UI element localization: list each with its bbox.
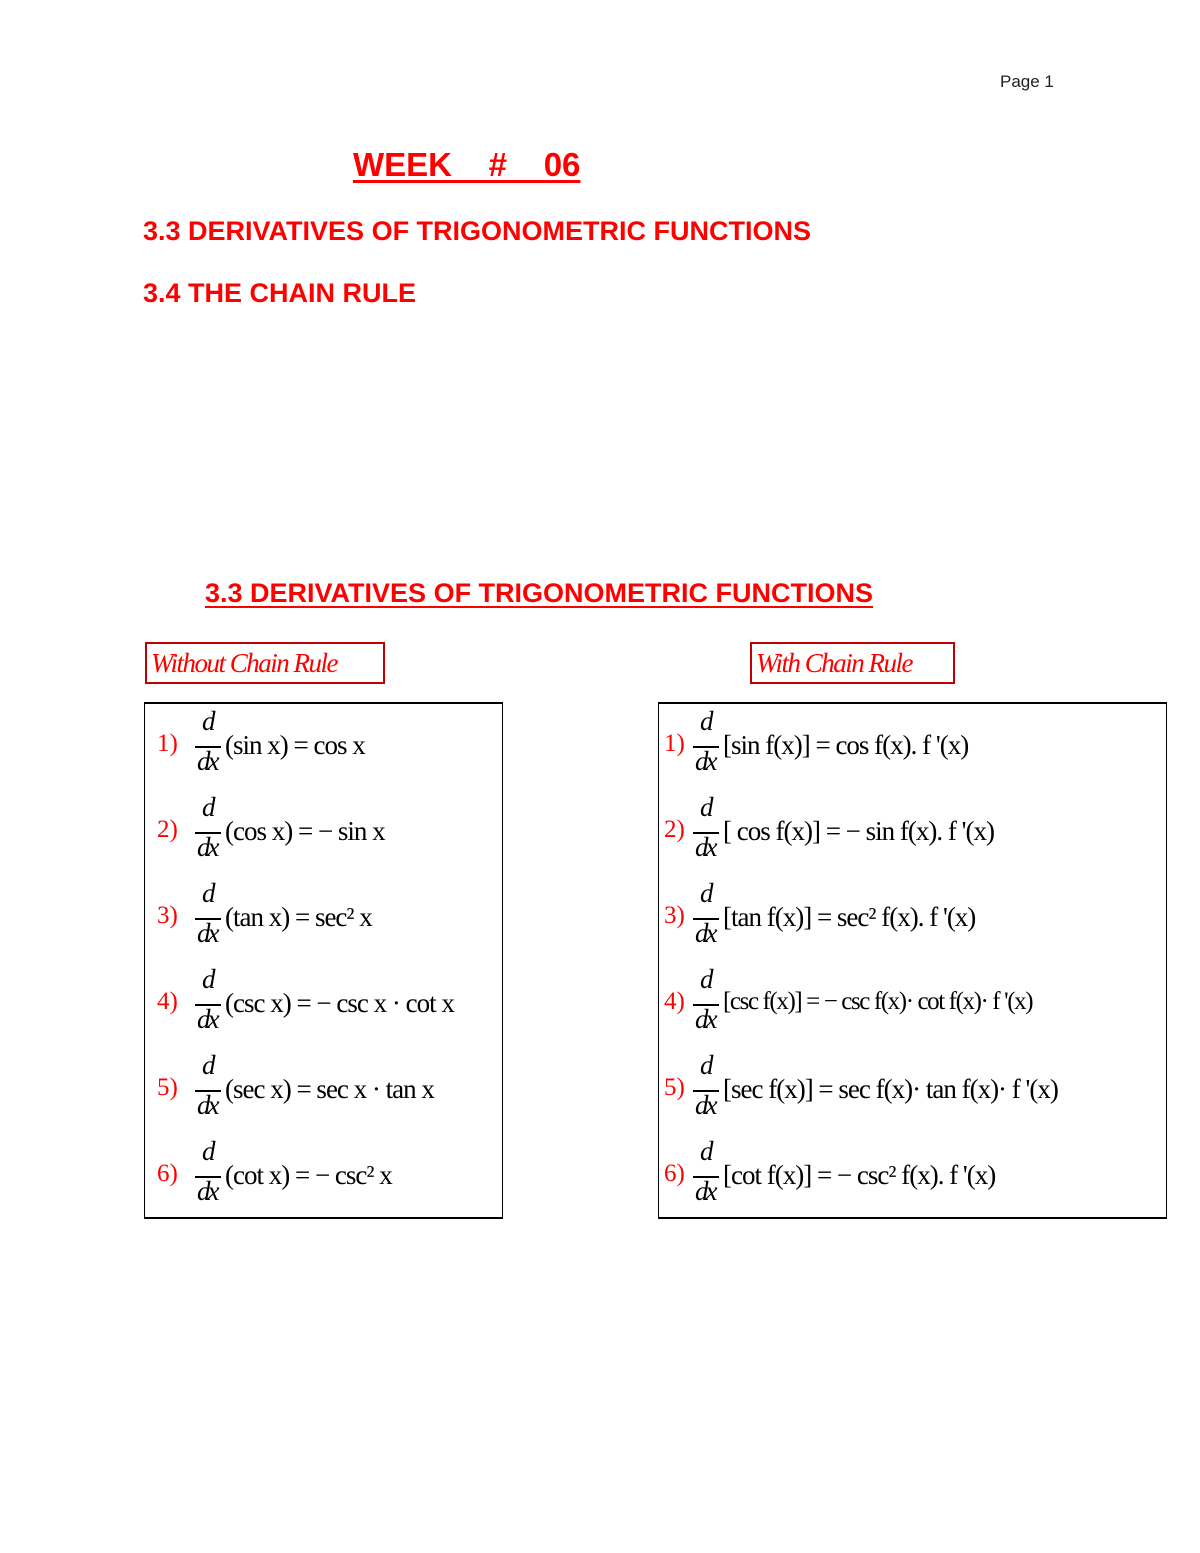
- with-chain-rule-label: With Chain Rule: [750, 642, 955, 684]
- formula-row: [659, 790, 1166, 876]
- derivative-operator: d dx: [193, 1050, 221, 1132]
- formula-row: [145, 962, 502, 1048]
- formula-expression: (cos x) = − sin x: [225, 816, 385, 846]
- formula-expression: [sec f(x)] = sec f(x)· tan f(x)· f '(x): [723, 1074, 1058, 1104]
- formula-row: [659, 876, 1166, 962]
- formula-expression: (sin x) = cos x: [225, 730, 365, 760]
- heading-chain-rule: 3.4 THE CHAIN RULE: [143, 278, 417, 308]
- formula-number: 2): [664, 816, 685, 843]
- derivative-operator: d dx: [193, 1136, 221, 1218]
- without-chain-rule-table: [144, 702, 503, 1219]
- formula-number: 2): [157, 816, 178, 843]
- formula-expression: (csc x) = − csc x · cot x: [225, 988, 454, 1018]
- without-chain-rule-label: Without Chain Rule: [145, 642, 385, 684]
- formula-number: 6): [664, 1160, 685, 1187]
- derivative-operator: d dx: [193, 878, 221, 960]
- section-title: 3.3 DERIVATIVES OF TRIGONOMETRIC FUNCTIONS: [205, 578, 874, 608]
- formula-row: [659, 1134, 1166, 1220]
- formula-number: 4): [664, 988, 685, 1015]
- derivative-operator: d dx: [691, 878, 719, 960]
- formula-number: 4): [157, 988, 178, 1015]
- derivative-operator: d dx: [193, 792, 221, 874]
- derivative-operator: d dx: [691, 1050, 719, 1132]
- formula-row: [659, 1048, 1166, 1134]
- formula-row: [145, 876, 502, 962]
- formula-row: [659, 962, 1166, 1048]
- formula-number: 1): [664, 730, 685, 757]
- week-title: WEEK # 06: [353, 146, 581, 183]
- formula-expression: [ cos f(x)] = − sin f(x). f '(x): [723, 816, 994, 846]
- formula-expression: (tan x) = sec² x: [225, 902, 372, 932]
- derivative-operator: d dx: [691, 964, 719, 1046]
- formula-number: 6): [157, 1160, 178, 1187]
- derivative-operator: d dx: [691, 706, 719, 788]
- formula-row: [145, 1134, 502, 1220]
- formula-expression: (sec x) = sec x · tan x: [225, 1074, 434, 1104]
- formula-expression: [cot f(x)] = − csc² f(x). f '(x): [723, 1160, 996, 1190]
- formula-number: 3): [157, 902, 178, 929]
- formula-row: [145, 790, 502, 876]
- derivative-operator: d dx: [691, 792, 719, 874]
- formula-expression: [csc f(x)] = − csc f(x)· cot f(x)· f '(x): [723, 988, 1033, 1015]
- formula-row: [659, 704, 1166, 790]
- heading-derivatives-trig: 3.3 DERIVATIVES OF TRIGONOMETRIC FUNCTIONS: [143, 216, 812, 246]
- formula-expression: (cot x) = − csc² x: [225, 1160, 392, 1190]
- formula-row: [145, 704, 502, 790]
- formula-row: [145, 1048, 502, 1134]
- formula-number: 3): [664, 902, 685, 929]
- derivative-operator: d dx: [193, 706, 221, 788]
- formula-expression: [tan f(x)] = sec² f(x). f '(x): [723, 902, 976, 932]
- derivative-operator: d dx: [193, 964, 221, 1046]
- with-chain-rule-table: [658, 702, 1167, 1219]
- formula-number: 1): [157, 730, 178, 757]
- derivative-operator: d dx: [691, 1136, 719, 1218]
- page-number: Page 1: [1000, 72, 1054, 91]
- formula-number: 5): [664, 1074, 685, 1101]
- formula-number: 5): [157, 1074, 178, 1101]
- formula-expression: [sin f(x)] = cos f(x). f '(x): [723, 730, 969, 760]
